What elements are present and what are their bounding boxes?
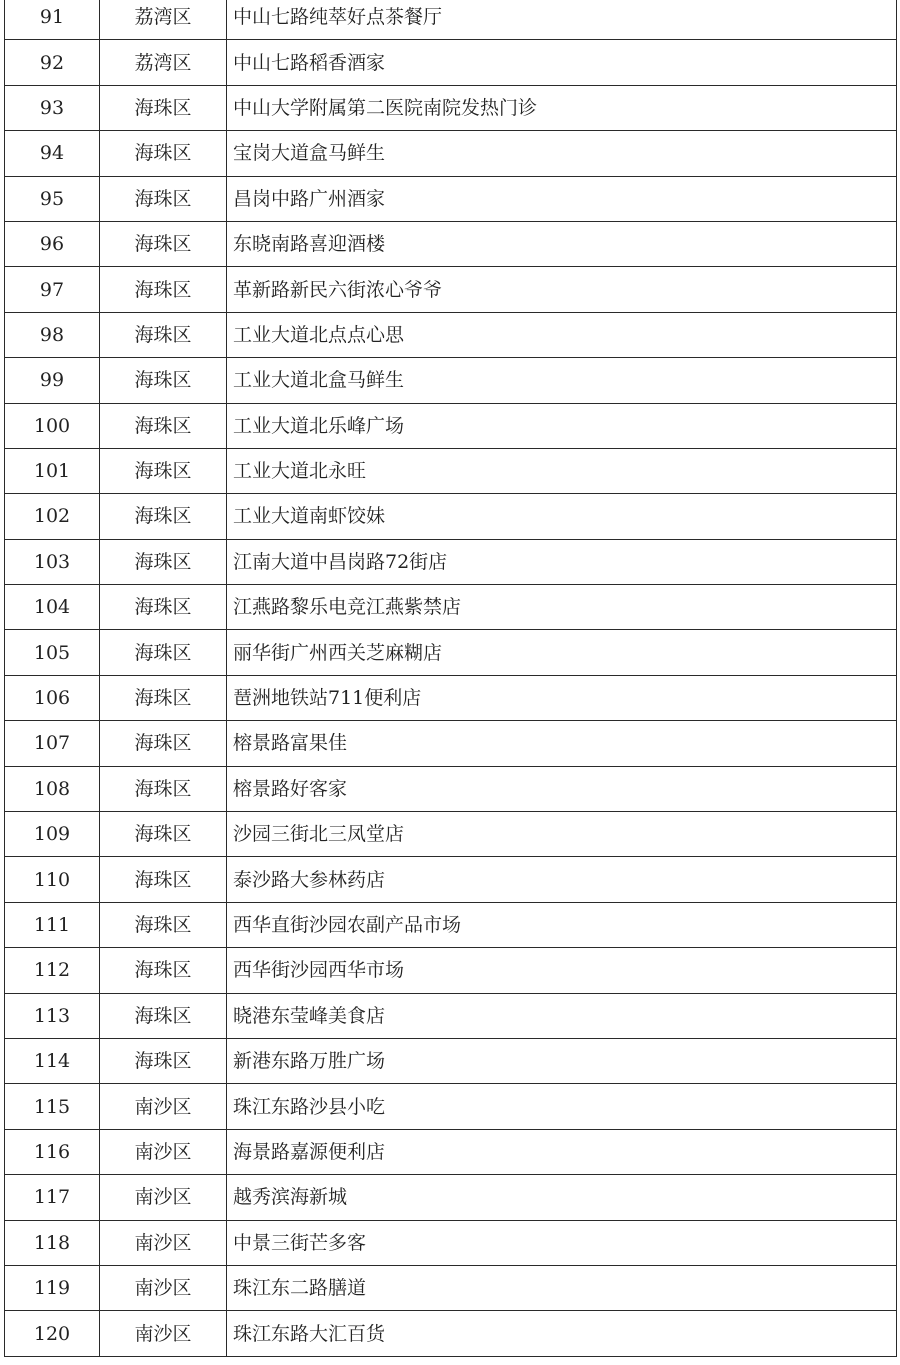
place-cell: 东晓南路喜迎酒楼 [227, 221, 897, 266]
place-cell: 江燕路黎乐电竞江燕紫禁店 [227, 585, 897, 630]
place-cell: 中山七路稻香酒家 [227, 40, 897, 85]
row-number: 94 [5, 131, 100, 176]
table-row [5, 403, 897, 448]
district-cell: 荔湾区 [100, 40, 227, 85]
row-number: 109 [5, 812, 100, 857]
table-row [5, 1220, 897, 1265]
district-cell: 海珠区 [100, 539, 227, 584]
place-cell: 沙园三街北三凤堂店 [227, 812, 897, 857]
place-cell: 昌岗中路广州酒家 [227, 176, 897, 221]
district-cell: 海珠区 [100, 948, 227, 993]
table-row [5, 1084, 897, 1129]
table-row [5, 585, 897, 630]
table-row [5, 85, 897, 130]
district-cell: 南沙区 [100, 1175, 227, 1220]
table-row [5, 766, 897, 811]
district-cell: 海珠区 [100, 403, 227, 448]
table-row [5, 267, 897, 312]
district-cell: 海珠区 [100, 221, 227, 266]
row-number: 102 [5, 494, 100, 539]
table-row [5, 857, 897, 902]
table-row [5, 1038, 897, 1083]
row-number: 101 [5, 448, 100, 493]
place-cell: 新港东路万胜广场 [227, 1038, 897, 1083]
table-row [5, 948, 897, 993]
place-cell: 丽华街广州西关芝麻糊店 [227, 630, 897, 675]
row-number: 99 [5, 358, 100, 403]
place-cell: 珠江东路沙县小吃 [227, 1084, 897, 1129]
district-cell: 海珠区 [100, 675, 227, 720]
table-row [5, 494, 897, 539]
place-cell: 中山七路纯萃好点茶餐厅 [227, 0, 897, 40]
row-number: 114 [5, 1038, 100, 1083]
venue-table-container [4, 0, 897, 1357]
row-number: 118 [5, 1220, 100, 1265]
table-row [5, 40, 897, 85]
district-cell: 海珠区 [100, 857, 227, 902]
district-cell: 海珠区 [100, 721, 227, 766]
district-cell: 海珠区 [100, 993, 227, 1038]
place-cell: 海景路嘉源便利店 [227, 1129, 897, 1174]
row-number: 110 [5, 857, 100, 902]
table-row [5, 812, 897, 857]
district-cell: 南沙区 [100, 1265, 227, 1310]
district-cell: 南沙区 [100, 1311, 227, 1356]
row-number: 100 [5, 403, 100, 448]
district-cell: 荔湾区 [100, 0, 227, 40]
district-cell: 海珠区 [100, 358, 227, 403]
place-cell: 榕景路富果佳 [227, 721, 897, 766]
district-cell: 海珠区 [100, 812, 227, 857]
table-row [5, 721, 897, 766]
district-cell: 海珠区 [100, 1038, 227, 1083]
place-cell: 工业大道北点点心思 [227, 312, 897, 357]
district-cell: 海珠区 [100, 902, 227, 947]
table-row [5, 539, 897, 584]
table-row [5, 1265, 897, 1310]
row-number: 95 [5, 176, 100, 221]
row-number: 96 [5, 221, 100, 266]
table-row [5, 0, 897, 40]
district-cell: 海珠区 [100, 312, 227, 357]
venue-table-body [5, 0, 897, 1356]
row-number: 92 [5, 40, 100, 85]
table-row [5, 448, 897, 493]
place-cell: 工业大道南虾饺妹 [227, 494, 897, 539]
place-cell: 泰沙路大参林药店 [227, 857, 897, 902]
table-row [5, 312, 897, 357]
row-number: 93 [5, 85, 100, 130]
district-cell: 海珠区 [100, 448, 227, 493]
table-row [5, 993, 897, 1038]
place-cell: 工业大道北盒马鲜生 [227, 358, 897, 403]
district-cell: 南沙区 [100, 1129, 227, 1174]
place-cell: 工业大道北永旺 [227, 448, 897, 493]
place-cell: 工业大道北乐峰广场 [227, 403, 897, 448]
place-cell: 江南大道中昌岗路72街店 [227, 539, 897, 584]
district-cell: 南沙区 [100, 1084, 227, 1129]
place-cell: 榕景路好客家 [227, 766, 897, 811]
place-cell: 西华街沙园西华市场 [227, 948, 897, 993]
row-number: 103 [5, 539, 100, 584]
place-cell: 珠江东路大汇百货 [227, 1311, 897, 1356]
district-cell: 海珠区 [100, 494, 227, 539]
district-cell: 海珠区 [100, 176, 227, 221]
place-cell: 西华直街沙园农副产品市场 [227, 902, 897, 947]
place-cell: 珠江东二路膳道 [227, 1265, 897, 1310]
district-cell: 南沙区 [100, 1220, 227, 1265]
table-row [5, 630, 897, 675]
place-cell: 晓港东莹峰美食店 [227, 993, 897, 1038]
district-cell: 海珠区 [100, 630, 227, 675]
district-cell: 海珠区 [100, 85, 227, 130]
row-number: 108 [5, 766, 100, 811]
row-number: 112 [5, 948, 100, 993]
place-cell: 革新路新民六街浓心爷爷 [227, 267, 897, 312]
district-cell: 海珠区 [100, 585, 227, 630]
row-number: 97 [5, 267, 100, 312]
place-cell: 琶洲地铁站711便利店 [227, 675, 897, 720]
row-number: 120 [5, 1311, 100, 1356]
row-number: 98 [5, 312, 100, 357]
row-number: 115 [5, 1084, 100, 1129]
district-cell: 海珠区 [100, 766, 227, 811]
district-cell: 海珠区 [100, 267, 227, 312]
table-row [5, 1129, 897, 1174]
row-number: 91 [5, 0, 100, 40]
table-row [5, 1175, 897, 1220]
row-number: 119 [5, 1265, 100, 1310]
table-row [5, 1311, 897, 1356]
row-number: 111 [5, 902, 100, 947]
row-number: 117 [5, 1175, 100, 1220]
row-number: 105 [5, 630, 100, 675]
table-row [5, 176, 897, 221]
table-row [5, 675, 897, 720]
place-cell: 宝岗大道盒马鲜生 [227, 131, 897, 176]
row-number: 106 [5, 675, 100, 720]
table-row [5, 221, 897, 266]
district-cell: 海珠区 [100, 131, 227, 176]
row-number: 116 [5, 1129, 100, 1174]
place-cell: 中山大学附属第二医院南院发热门诊 [227, 85, 897, 130]
row-number: 107 [5, 721, 100, 766]
table-row [5, 358, 897, 403]
row-number: 113 [5, 993, 100, 1038]
row-number: 104 [5, 585, 100, 630]
table-row [5, 131, 897, 176]
place-cell: 越秀滨海新城 [227, 1175, 897, 1220]
table-row [5, 902, 897, 947]
venue-table [4, 0, 897, 1357]
place-cell: 中景三街芒多客 [227, 1220, 897, 1265]
